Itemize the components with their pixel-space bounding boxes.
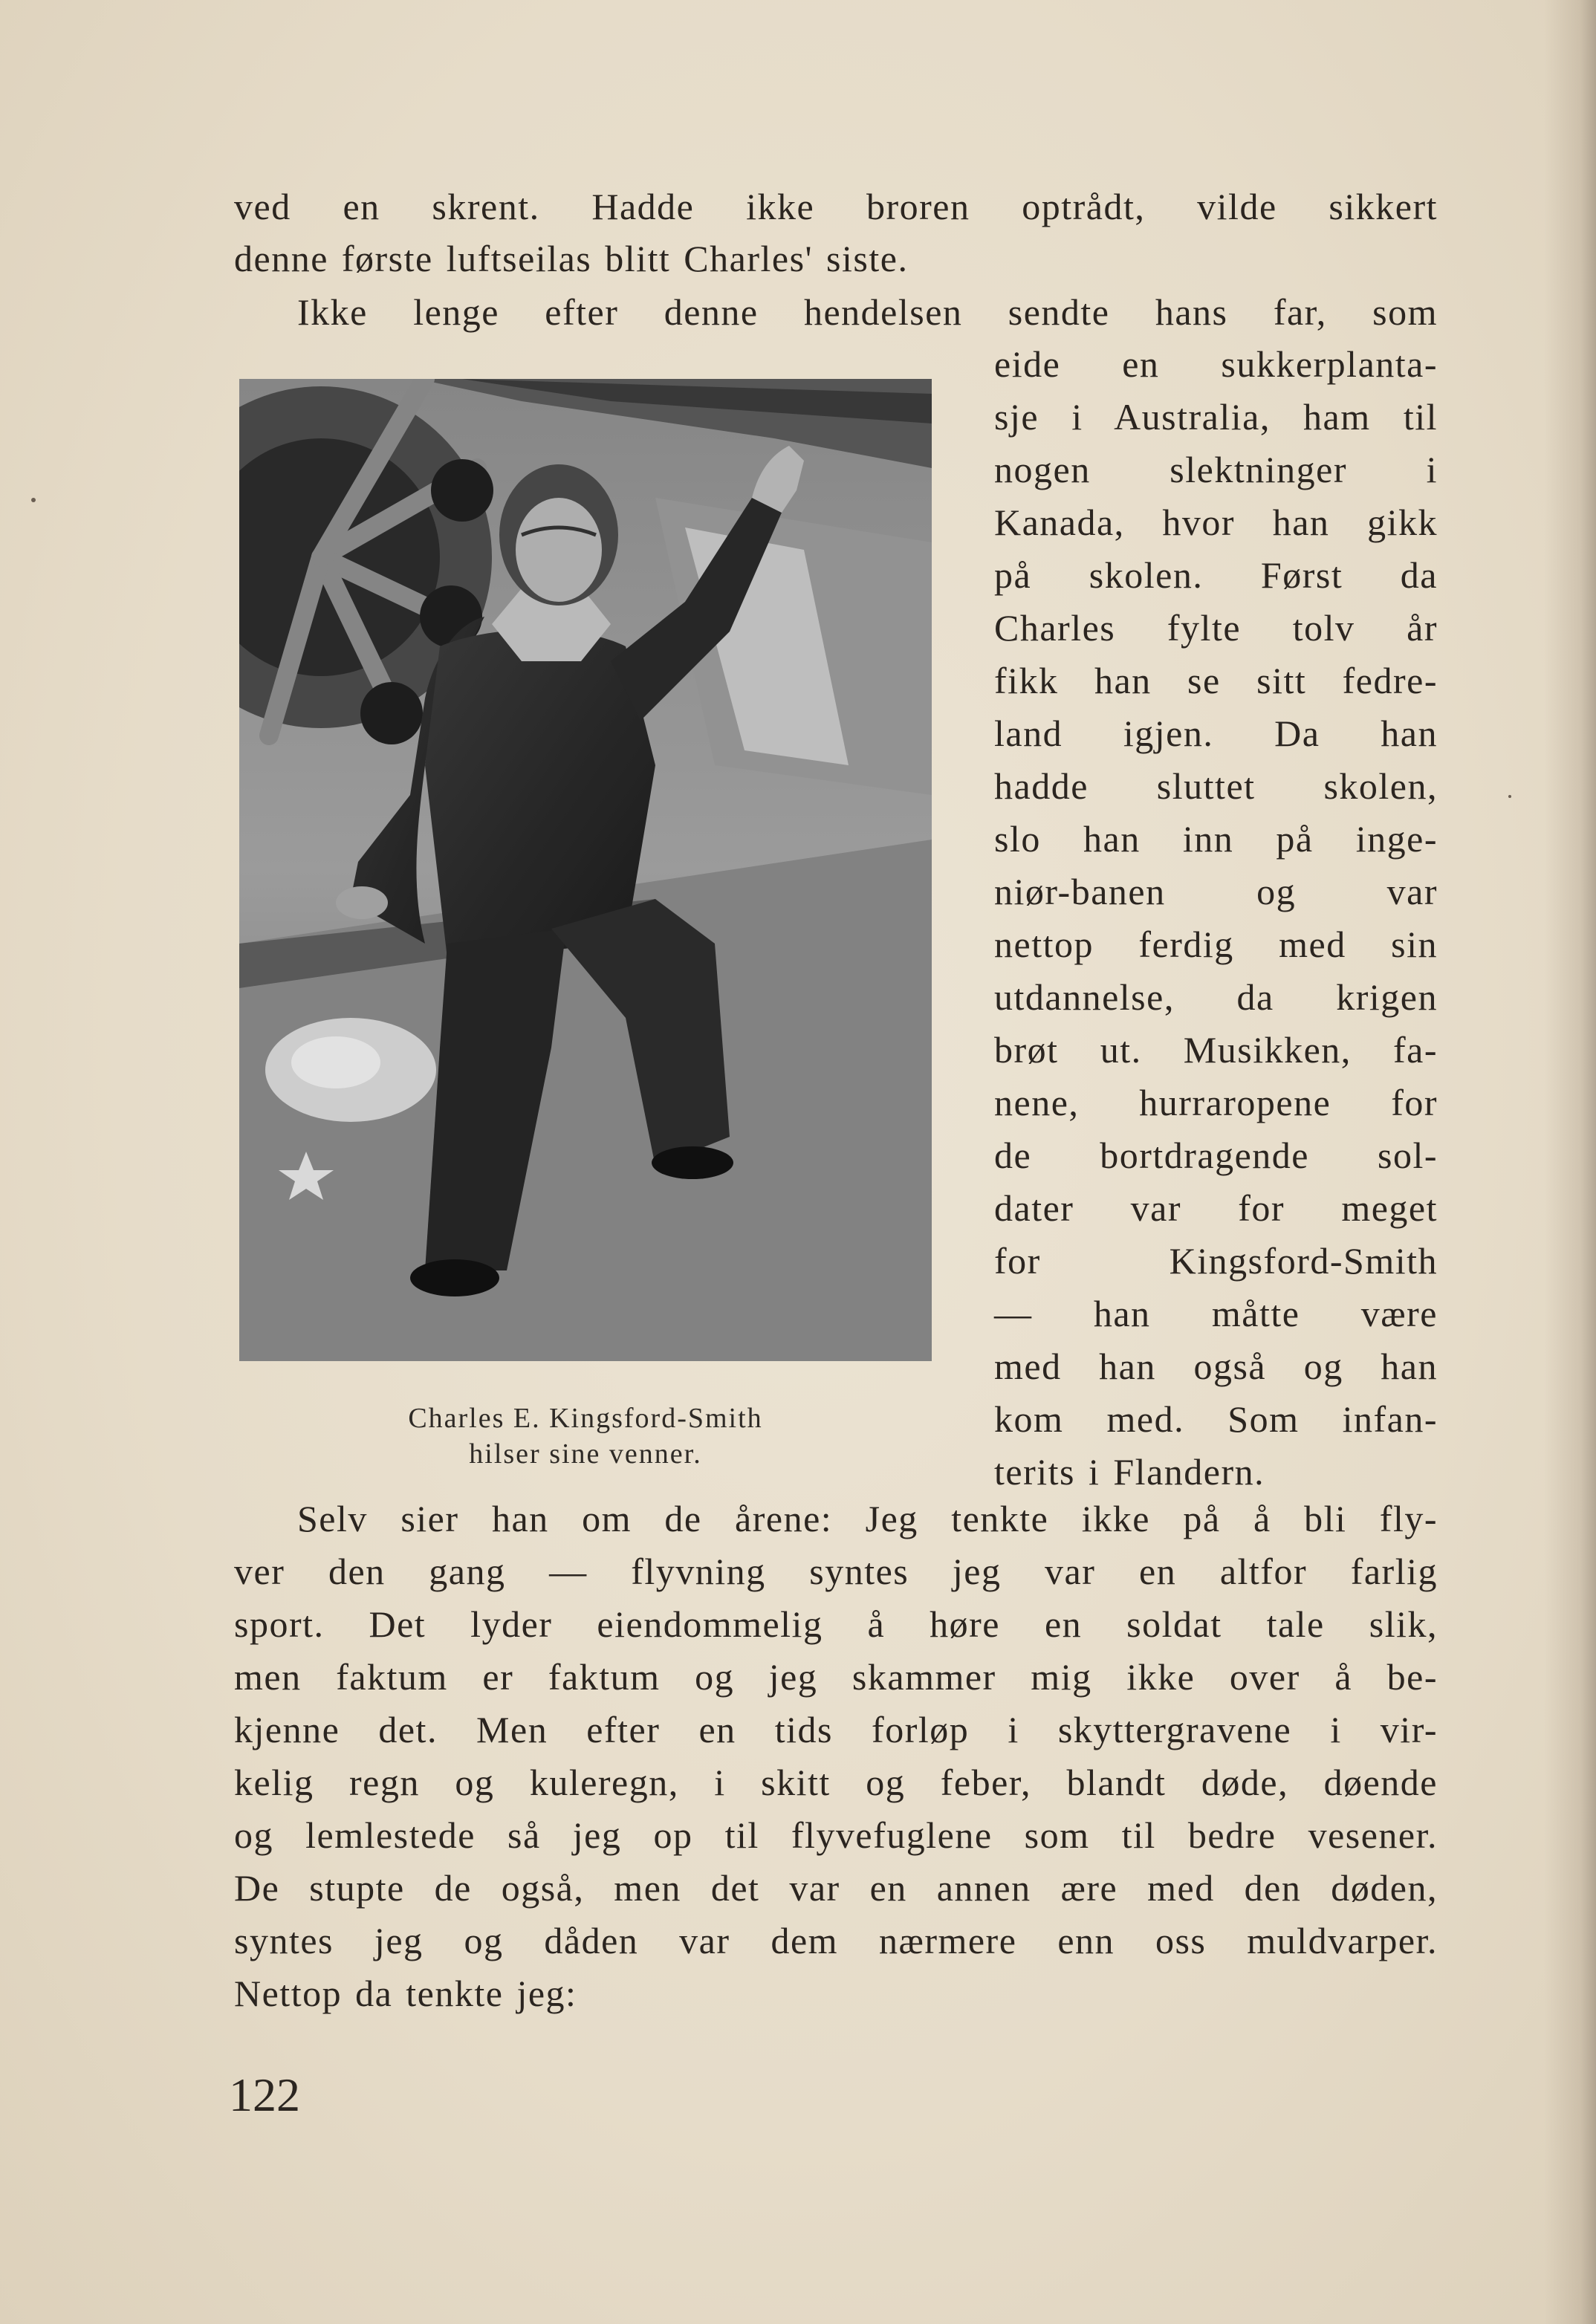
text-line: niør-banen og var [994,871,1438,912]
photo-aviator-waving [239,379,932,1361]
text-line: sport. Det lyder eiendommelig å høre en soldat tale slik, [234,1603,1438,1645]
text-line: ved en skrent. Hadde ikke broren optrådt, vilde sikkert [234,186,1438,227]
text-line: sje i Australia, ham til [994,396,1438,438]
text-line: ver den gang — flyvning syntes jeg var en altfor farlig [234,1551,1438,1592]
text-line: dater var for meget [994,1187,1438,1229]
text-line: på skolen. Først da [994,554,1438,596]
text-line: kom med. Som infan- [994,1398,1438,1440]
text-line: — han måtte være [994,1293,1438,1334]
photo-image [239,379,932,1361]
text-line: Selv sier han om de årene: Jeg tenkte ikke på å bli fly- [297,1498,1438,1539]
text-line: land igjen. Da han [994,713,1438,754]
text-line: hadde sluttet skolen, [994,765,1438,807]
text-line: eide en sukkerplanta- [994,343,1438,385]
text-line: De stupte de også, men det var en annen ære med den døden, [234,1867,1438,1909]
page-gutter-shadow [1544,0,1596,2324]
text-line: terits i Flandern. [994,1451,1265,1493]
text-line: denne første luftseilas blitt Charles' siste. [234,238,909,279]
text-line: slo han inn på inge- [994,818,1438,860]
text-line: Charles fylte tolv år [994,607,1438,649]
text-line: syntes jeg og dåden var dem nærmere enn oss muldvarper. [234,1920,1438,1961]
paper-speck [31,498,36,502]
text-line: men faktum er faktum og jeg skammer mig ikke over å be- [234,1656,1438,1698]
text-line: fikk han se sitt fedre- [994,660,1438,701]
text-line: med han også og han [994,1346,1438,1387]
photo-caption-line: Charles E. Kingsford-Smith [408,1403,763,1434]
text-line: nettop ferdig med sin [994,924,1438,965]
text-line: Ikke lenge efter denne hendelsen sendte hans far, som [297,291,1438,333]
text-line: kelig regn og kuleregn, i skitt og feber, blandt døde, døende [234,1762,1438,1803]
text-line: Nettop da tenkte jeg: [234,1973,577,2014]
text-line: kjenne det. Men efter en tids forløp i skyttergravene i vir- [234,1709,1438,1750]
text-line: de bortdragende sol- [994,1135,1438,1176]
text-line: brøt ut. Musikken, fa- [994,1029,1438,1071]
page-number: 122 [229,2068,300,2121]
text-line: Kanada, hvor han gikk [994,502,1438,543]
text-line: for Kingsford-Smith [994,1240,1438,1282]
text-line: utdannelse, da krigen [994,976,1438,1018]
text-line: nogen slektninger i [994,449,1438,490]
photo-caption-line: hilser sine venner. [469,1438,702,1470]
text-line: og lemlestede så jeg op til flyvefuglene som til bedre vesener. [234,1814,1438,1856]
paper-speck [1508,795,1511,798]
text-line: nene, hurraropene for [994,1082,1438,1123]
